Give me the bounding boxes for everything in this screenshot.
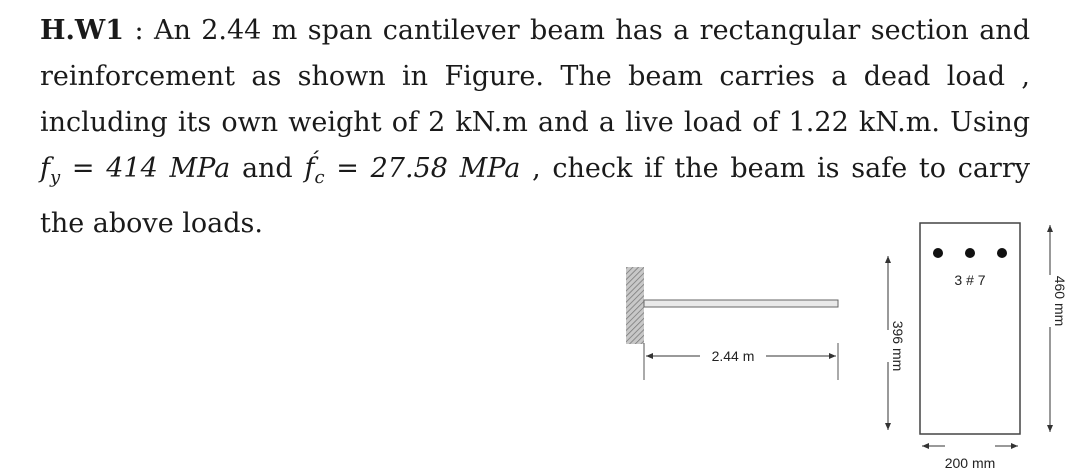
rebar-dot	[933, 248, 943, 258]
span-label: 2.44 m	[711, 348, 755, 364]
total-depth-label: 460 mm	[1052, 275, 1068, 327]
effective-depth-label: 396 mm	[890, 320, 906, 372]
rebar-label: 3 # 7	[954, 272, 986, 288]
fc-subscript: c	[314, 167, 325, 188]
cross-section	[888, 223, 1068, 471]
homework-label: H.W1	[40, 15, 125, 46]
problem-line-2-text: reinforcement as shown in Figure. The beam carries a dead load ,	[40, 61, 1030, 92]
fy-symbol: f	[40, 153, 50, 184]
rebar-dot	[997, 248, 1007, 258]
label-colon: :	[134, 15, 144, 46]
problem-line-1-text: An 2.44 m span cantilever beam has a rectangular section and	[153, 15, 1030, 46]
width-label: 200 mm	[944, 455, 996, 471]
cantilever-sketch	[626, 267, 838, 380]
fc-value: = 27.58 MPa	[336, 153, 521, 184]
fixed-support-wall	[626, 267, 644, 344]
problem-line-5-text: the above loads.	[40, 208, 263, 239]
problem-line-3-text: including its own weight of 2 kN.m and a live load of 1.22 kN.m. Using	[40, 107, 1030, 138]
fc-symbol: f́	[304, 153, 315, 184]
problem-line-4-rest: , check if the beam is safe to carry	[532, 153, 1031, 184]
cantilever-beam	[644, 300, 838, 307]
fy-subscript: y	[50, 167, 61, 188]
fy-value: = 414 MPa	[71, 153, 231, 184]
rebar-dot	[965, 248, 975, 258]
and-text: and	[241, 153, 293, 184]
